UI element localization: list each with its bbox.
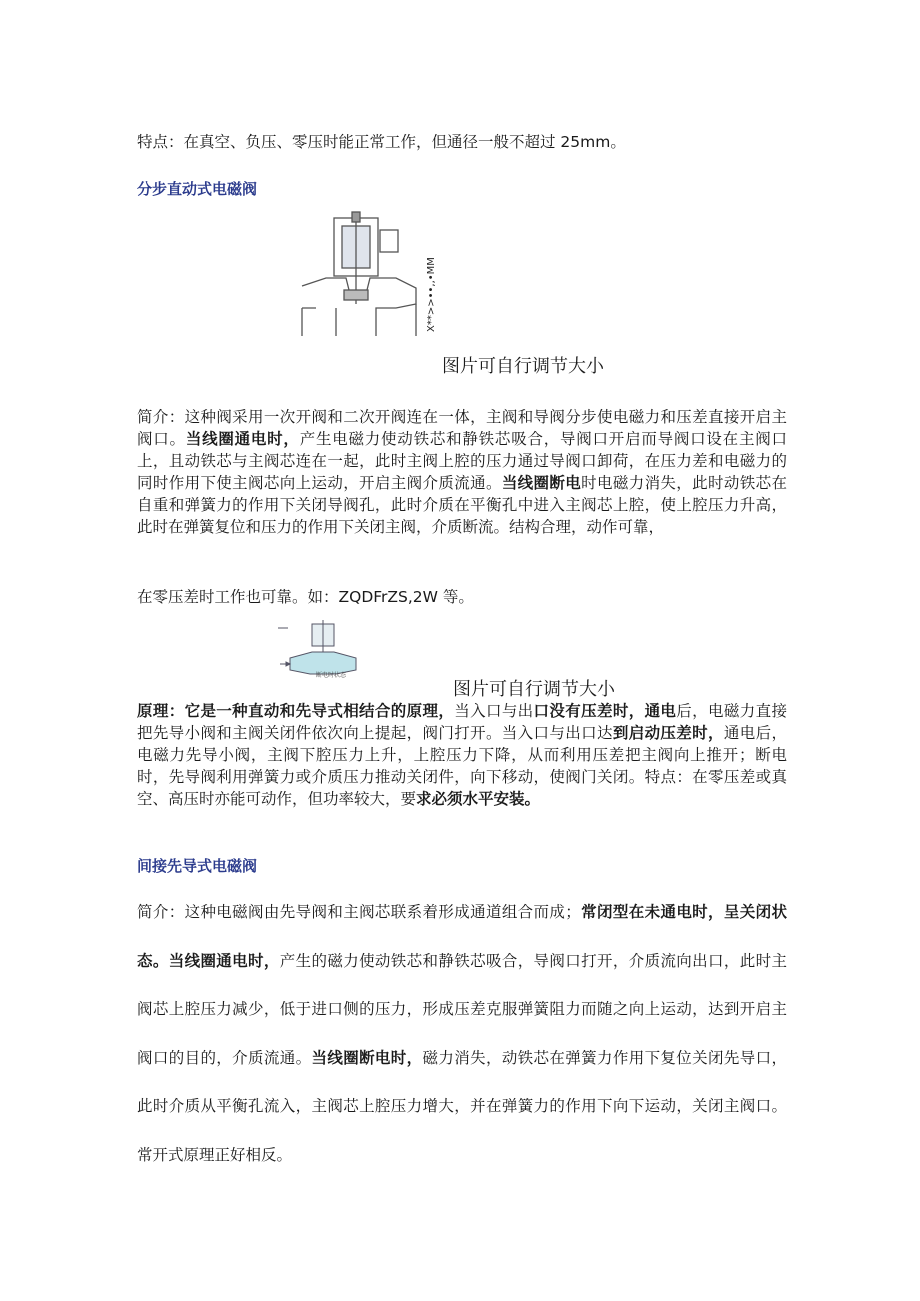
intro1-label: 简介： [137, 408, 185, 426]
intro2-bold-2: 当线圈断电时， [311, 1048, 423, 1067]
principle-bold-1: 原理：它是一种直动和先导式相结合的原理， [137, 702, 455, 720]
zero-pressure-line: 在零压差时工作也可靠。如：ZQDFrZS,2W 等。 [137, 588, 474, 606]
intro2-text-2: 产生的磁力使动铁芯和静铁芯吸合，导阀口打开，介质流向出口，此时主阀芯上腔压力减少，低于进口侧的压力，形成压差克服弹簧阻力而随之向上运动，达到开启主阀口的目的，介质流通。 [137, 951, 787, 1067]
figure1-caption: 图片可自行调节大小 [442, 356, 604, 377]
valve-diagram-figure [296, 208, 446, 340]
section-heading-stepped-direct: 分步直动式电磁阀 [137, 180, 258, 198]
principle-text-3: 通电后，电磁力先导小阀，主阀下腔压力上升，上腔压力下降，从而利用压差把主阀向上推开；断电时，先导阀利用弹簧力或介质压力推动关闭件，向下移动，使阀门关闭。特点：在零压差或真空、高压时亦能可动作，但功率较大，要 [137, 724, 787, 808]
principle-text-1: 当入口与出 [454, 702, 534, 720]
intro-paragraph-2 [137, 888, 787, 1179]
figure1-side-label: X**>>••,,•MM [426, 257, 437, 332]
principle-text-2: 后，电磁力直接把先导小阀和主阀关闭件依次向上提起，阀门打开。当入口与出口达 [137, 702, 787, 742]
principle-bold-2: 口没有压差时，通电 [533, 702, 677, 720]
figure2-caption: 图片可自行调节大小 [453, 679, 615, 700]
intro2-bold-1: 常闭型在未通电时，呈关闭状态。当线圈通电时， [137, 903, 787, 970]
intro1-text-1: 这种阀采用一次开阀和二次开阀连在一体，主阀和导阀分步使电磁力和压差直接开启主阀口。 [137, 408, 787, 448]
principle-paragraph [137, 700, 787, 810]
intro2-text-1: 简介：这种电磁阀由先导阀和主阀芯联系着形成通道组合而成； [137, 903, 581, 921]
principle-bold-4: 求必须水平安装。 [416, 790, 541, 808]
feature-line: 特点：在真空、负压、零压时能正常工作，但通径一般不超过 25mm。 [137, 133, 626, 151]
intro1-text-3: 时电磁力消失，此时动铁芯在自重和弹簧力的作用下关闭导阀孔，此时介质在平衡孔中进入主阀芯上腔，使上腔压力升高，此时在弹簧复位和压力的作用下关闭主阀，介质断流。结构合理，动作可靠， [137, 474, 787, 536]
intro-paragraph-1 [137, 406, 787, 538]
intro1-bold-1: 当线圈通电时， [185, 430, 300, 448]
intro1-text-2: 产生电磁力使动铁芯和静铁芯吸合，导阀口开启而导阀口设在主阀口上，且动铁芯与主阀芯连在一起，此时主阀上腔的压力通过导阀口卸荷，在压力差和电磁力的同时作用下使主阀芯向上运动，开启主阀介质流通。 [137, 430, 787, 492]
section-heading-indirect-pilot: 间接先导式电磁阀 [137, 857, 258, 875]
figure2-label: 断电时状态 [316, 672, 347, 679]
intro2-text-3: 磁力消失，动铁芯在弹簧力作用下复位关闭先导口，此时介质从平衡孔流入，主阀芯上腔压力增大，并在弹簧力的作用下向下运动，关闭主阀口。常开式原理正好相反。 [137, 1048, 787, 1164]
intro1-bold-2: 当线圈断电 [501, 474, 582, 492]
principle-bold-3: 到启动压差时， [612, 724, 724, 742]
